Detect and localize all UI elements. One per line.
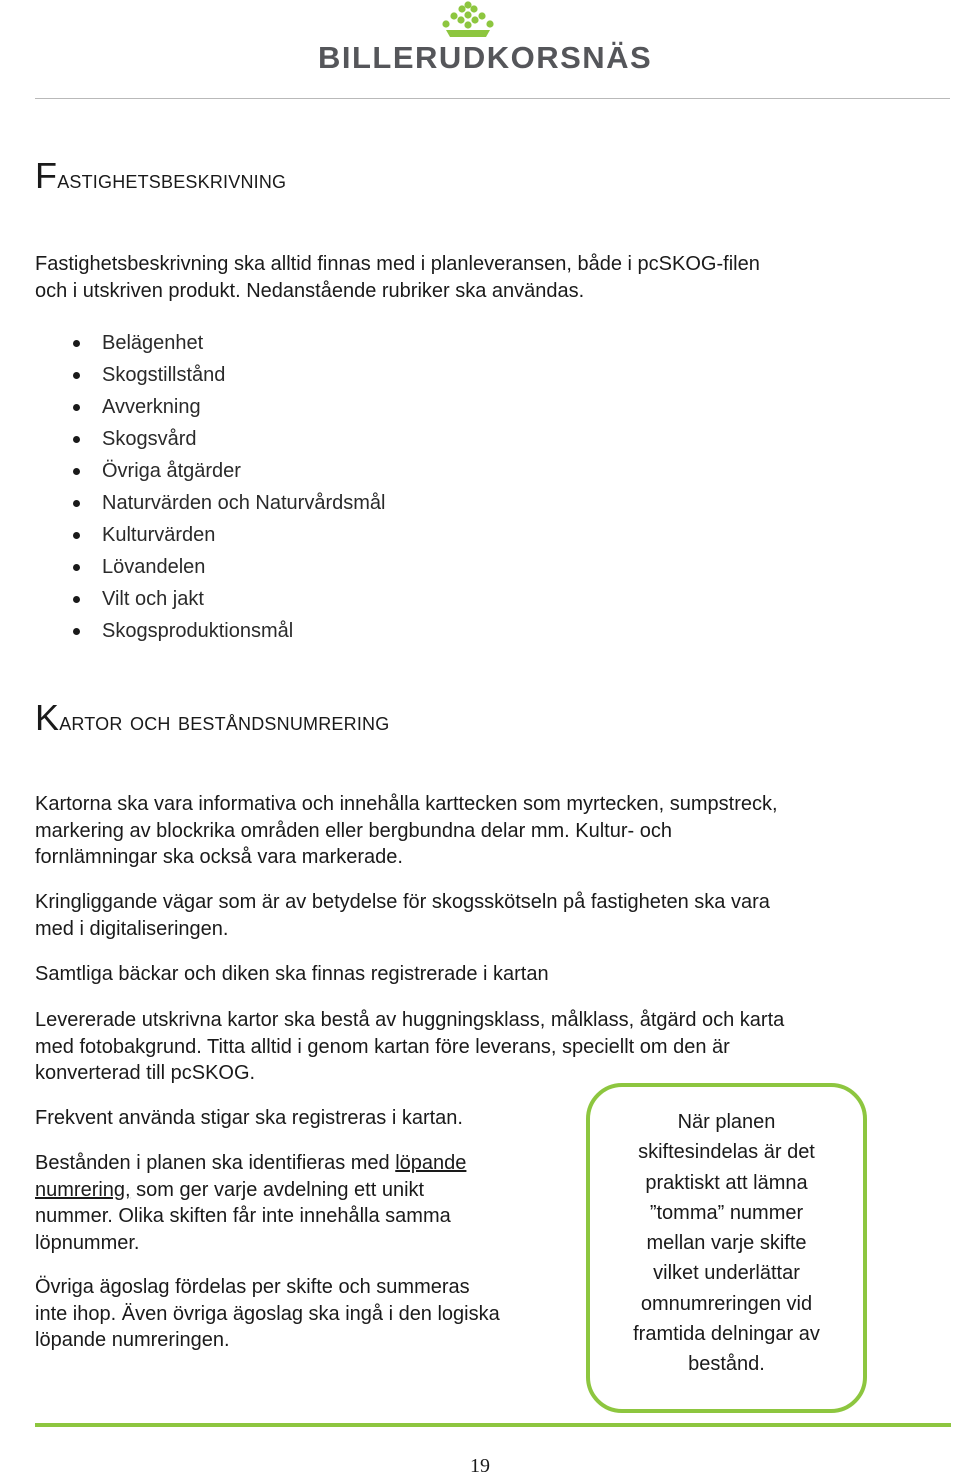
list-item: Skogsproduktionsmål (35, 615, 385, 647)
list-item: Kulturvärden (35, 519, 385, 551)
list-item: Skogstillstånd (35, 359, 385, 391)
callout-box (586, 1083, 867, 1413)
paragraph-backar: Samtliga bäckar och diken ska finnas registrerade i kartan (35, 963, 549, 985)
list-item: Övriga åtgärder (35, 455, 385, 487)
intro-paragraph: Fastighetsbeskrivning ska alltid finnas med i planleveransen, både i pcSKOG-filen och i utskriven produkt. Nedanstående rubriker ska användas. (35, 253, 760, 302)
list-item: Belägenhet (35, 327, 385, 359)
paragraph-vagar: Kringliggande vägar som är av betydelse för skogsskötseln på fastigheten ska vara med i digitaliseringen. (35, 891, 770, 940)
logo-wordmark: BILLERUDKORSNÄS (318, 40, 653, 75)
callout-text: När planen skiftesindelas är det praktiskt att lämna ”tomma” nummer mellan varje skifte vilket underlättar omnumreringen vid framtida delningar av bestånd. (633, 1111, 820, 1376)
list-item: Vilt och jakt (35, 583, 385, 615)
list-item: Avverkning (35, 391, 385, 423)
paragraph-kartor: Kartorna ska vara informativa och innehålla karttecken som myrtecken, sumpstreck, markering av blockrika områden eller bergbundna delar mm. Kultur- och fornlämningar ska också vara markerade. (35, 793, 778, 868)
header-divider (35, 98, 950, 99)
paragraph-stigar: Frekvent använda stigar ska registreras i kartan. (35, 1107, 463, 1129)
list-item: Naturvärden och Naturvårdsmål (35, 487, 385, 519)
paragraph-kartleverans: Levererade utskrivna kartor ska bestå av huggningsklass, målklass, åtgärd och karta med fotobakgrund. Titta alltid i genom kartan före leverans, speciellt om den är konverterad till pcSKOG. (35, 1009, 785, 1084)
paragraph-numrering: Bestånden i planen ska identifieras med löpande numrering, som ger varje avdelning ett unikt nummer. Olika skiften får inte innehålla samma löpnummer. (35, 1152, 467, 1254)
rubric-list (35, 327, 385, 647)
footer-divider (35, 1423, 951, 1427)
list-item: Skogsvård (35, 423, 385, 455)
company-logo (318, 0, 653, 80)
paragraph-agoslag: Övriga ägoslag fördelas per skifte och summeras inte ihop. Även övriga ägoslag ska ingå i den logiska löpande numreringen. (35, 1276, 500, 1351)
crown-logo-icon (438, 0, 498, 40)
list-item: Lövandelen (35, 551, 385, 583)
page-number: 19 (470, 1455, 490, 1477)
section-heading-fastighetsbeskrivning: Fastighetsbeskrivning (35, 155, 287, 196)
section-heading-kartor: Kartor och beståndsnumrering (35, 697, 390, 738)
